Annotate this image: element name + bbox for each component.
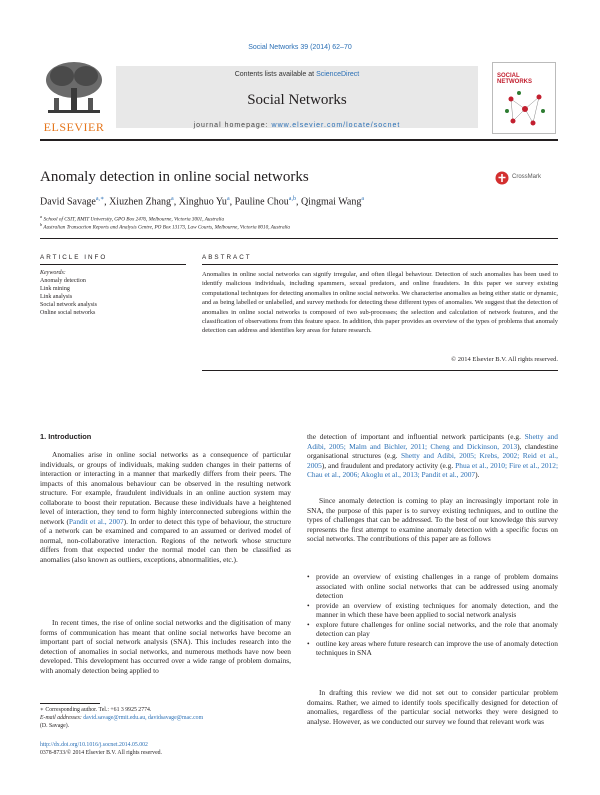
email-line — [40, 714, 291, 722]
abstract-heading: ABSTRACT — [202, 254, 252, 261]
author-affiliation-mark[interactable]: a,∗ — [95, 196, 105, 202]
email-link[interactable]: david.savage@rmit.edu.au, davidsavage@mac.com — [83, 715, 204, 722]
homepage-prefix: journal homepage: — [193, 122, 272, 129]
crossmark-icon — [495, 171, 509, 185]
affiliation — [40, 222, 290, 231]
article-info-rule — [40, 264, 186, 265]
elsevier-logo — [40, 58, 108, 134]
affiliation-text: School of CSIT, RMIT University, GPO Box 2476, Melbourne, Victoria 3001, Australia — [43, 216, 225, 223]
journal-cover-image — [492, 62, 556, 134]
contents-line — [116, 71, 478, 78]
doi-link[interactable]: http://dx.doi.org/10.1016/j.socnet.2014.05.002 — [40, 742, 148, 748]
paragraph-text — [40, 450, 291, 564]
author-affiliation-mark[interactable]: a,b — [288, 196, 296, 202]
journal-homepage — [116, 122, 478, 129]
section-rule — [40, 238, 558, 239]
body-paragraph — [40, 618, 291, 675]
footnote — [40, 706, 291, 731]
header-rule — [40, 139, 558, 141]
list-item: • provide an overview of existing challenges in a range of problem domains associated with online social networks that can be addressed using anomaly detection — [307, 572, 558, 601]
text-run: ). — [475, 470, 480, 479]
keyword: Anomaly detection — [40, 278, 86, 284]
author-initials: (D. Savage). — [40, 723, 70, 730]
journal-title: Social Networks — [247, 92, 347, 108]
keyword: Online social networks — [40, 310, 96, 316]
journal-header — [40, 58, 558, 136]
crossmark-badge[interactable] — [495, 171, 575, 187]
crossmark-label: CrossMark — [512, 174, 542, 180]
citation-link[interactable]: Shetty and Adibi, 2005; Malm and Bichler, 2011; Cheng and Dickinson, 2013 — [307, 432, 558, 451]
publisher-name: ELSEVIER — [43, 120, 105, 134]
homepage-link[interactable]: www.elsevier.com/locate/socnet — [271, 122, 401, 129]
author-name: David Savage — [40, 196, 96, 208]
author-list: David Savage$^{a,∗}$, Xiuzhen Zhang$^a$, Xinghuo Yu$^a$, Pauline Chou$^{a,b}$, Qingmai Wang$^a$ — [40, 196, 365, 208]
author-affiliation-mark[interactable]: a — [171, 196, 174, 202]
paragraph-text: Since anomaly detection is coming to play an increasingly important role in SNA, the purpose of this paper is to survey existing techniques, and to outline the types of challenges that can be addressed. To the best of our knowledge this survey represents the first attempt to examine anomaly detection with a specific focus on social networks. The contributions of this paper are as follows — [307, 496, 558, 543]
affiliation-mark: b — [40, 222, 43, 227]
author-name: Xinghuo Yu — [178, 196, 227, 208]
journal-reference[interactable]: Social Networks 39 (2014) 62–70 — [248, 44, 352, 51]
journal-banner — [116, 66, 478, 128]
affiliation-text: Australian Transaction Reports and Analysis Centre, PO Box 13173, Law Courts, Melbourne, Victoria 8010, Australia — [43, 224, 291, 231]
abstract-text: Anomalies in online social networks can signify irregular, and often illegal behaviour. Detection of such anomalies has been used to identify malicious individuals, including spammers, sexual predators, and online fraudsters. In this paper we survey existing computational techniques for detecting anomalies in online social networks. We characterise anomalies as being either static or dynamic, and as being labelled or unlabelled, and survey methods for detecting these different types of anomalies. We suggest that the detection of anomalies in online social networks is composed of two sub-processes; the selection and calculation of network features, and the classification of observations from this feature space. In addition, this paper provides an overview of the types of problems that anomaly detection can address and identifies key areas for future research. — [202, 271, 558, 335]
contents-prefix: Contents lists available at — [234, 71, 317, 78]
abstract-bottom-rule — [202, 370, 558, 371]
list-item: • outline key areas where future research can improve the use of anomaly detection techniques in SNA — [307, 639, 558, 658]
article-title: Anomaly detection in online social networks — [40, 169, 309, 185]
contributions-list — [307, 572, 558, 658]
body-paragraph — [307, 688, 558, 726]
body-paragraph — [307, 432, 558, 480]
keywords-list — [40, 277, 97, 317]
author-name: Qingmai Wang — [300, 196, 362, 208]
affiliation-mark: a — [40, 214, 43, 219]
cover-title: SOCIAL NETWORKS — [497, 73, 532, 85]
author-affiliation-mark[interactable]: a — [361, 196, 365, 202]
network-graph-icon — [503, 89, 547, 129]
text-run: ), clandestine organisational structures (e.g. — [307, 441, 558, 460]
keyword: Link mining — [40, 286, 70, 292]
keyword: Link analysis — [40, 294, 73, 300]
list-item: • provide an overview of existing techniques for anomaly detection, and the manner in which these have been applied to social network analysis — [307, 601, 558, 620]
corresponding-author: ∗ Corresponding author. Tel.: +61 3 9925 2774. — [40, 707, 152, 713]
paragraph-text: In drafting this review we did not set out to consider particular problem domains. Rather, we aimed to identify tools specifically designed for detection of anomalies, regardless of the particular social networks they were designed to analyse. However, as we conducted our survey we found that relevant work was — [307, 688, 558, 726]
citation-link[interactable]: Pandit et al., 2007 — [68, 516, 124, 526]
text-run: Anomalies arise in online social networks as a consequence of particular individuals, or groups of individuals, making sudden changes in their patterns of interaction or interacting in a manner that markedly differs from their peers. The impacts of this anomalous behaviour can be observed in the resulting network structure. For example, fraudulent individuals in an online auction system may collaborate to boost their reputation. Because these individuals have a heightened level of interaction, they tend to form highly interconnected subregions within the network ( — [40, 450, 291, 526]
text-run: ). In order to detect this type of behaviour, the structure of a network can be examined and compared to an assumed or derived model of normal, non-collaborative interaction. Regions of the network whose structure differs from that expected under the normal model can then be classified as anomalies (also known as outliers, exceptions, abnormalities, etc.). — [40, 516, 291, 564]
tree-logo-icon — [40, 58, 108, 118]
author-affiliation-mark[interactable]: a — [226, 196, 230, 202]
keywords-label: Keywords: — [40, 270, 66, 276]
author-name: Xiuzhen Zhang — [109, 196, 172, 208]
paragraph-text: In recent times, the rise of online social networks and the digitisation of many forms of communication has meant that online social networks have become an important part of social network analysis (SNA). This includes research into the detection of anomalies in social networks, and numerous methods have now been developed. This development has occurred over a wide range of problem domains, with anomaly detection being applied to — [40, 618, 291, 675]
doi-block — [40, 741, 162, 757]
author-name: Pauline Chou — [234, 196, 289, 208]
citation-link[interactable]: Shetty and Adibi, 2005; Krebs, 2002; Reid et al., 2005 — [307, 451, 558, 470]
list-item: • explore future challenges for online social networks, and the role that anomaly detection can play — [307, 620, 558, 639]
article-info-heading: ARTICLE INFO — [40, 254, 108, 261]
text-run: ), and fraudulent and predatory activity (e.g. — [321, 460, 456, 470]
keyword: Social network analysis — [40, 302, 97, 308]
email-label: E-mail addresses: — [40, 715, 84, 722]
footnote-rule — [40, 703, 100, 704]
abstract-copyright: © 2014 Elsevier B.V. All rights reserved. — [451, 356, 558, 363]
section-heading-introduction: 1. Introduction — [40, 432, 92, 441]
sciencedirect-link[interactable]: ScienceDirect — [316, 71, 360, 78]
body-paragraph — [40, 450, 291, 564]
issn-line: 0378-8733/© 2014 Elsevier B.V. All rights reserved. — [40, 750, 162, 757]
text-run: the detection of important and influential network participants (e.g. — [307, 432, 525, 441]
body-paragraph — [307, 496, 558, 544]
abstract-rule — [202, 264, 558, 265]
citation-link[interactable]: Phua et al., 2010; Fire et al., 2012; Chau et al., 2006; Akoglu et al., 2013; Pandit et al., 2007 — [307, 460, 558, 479]
